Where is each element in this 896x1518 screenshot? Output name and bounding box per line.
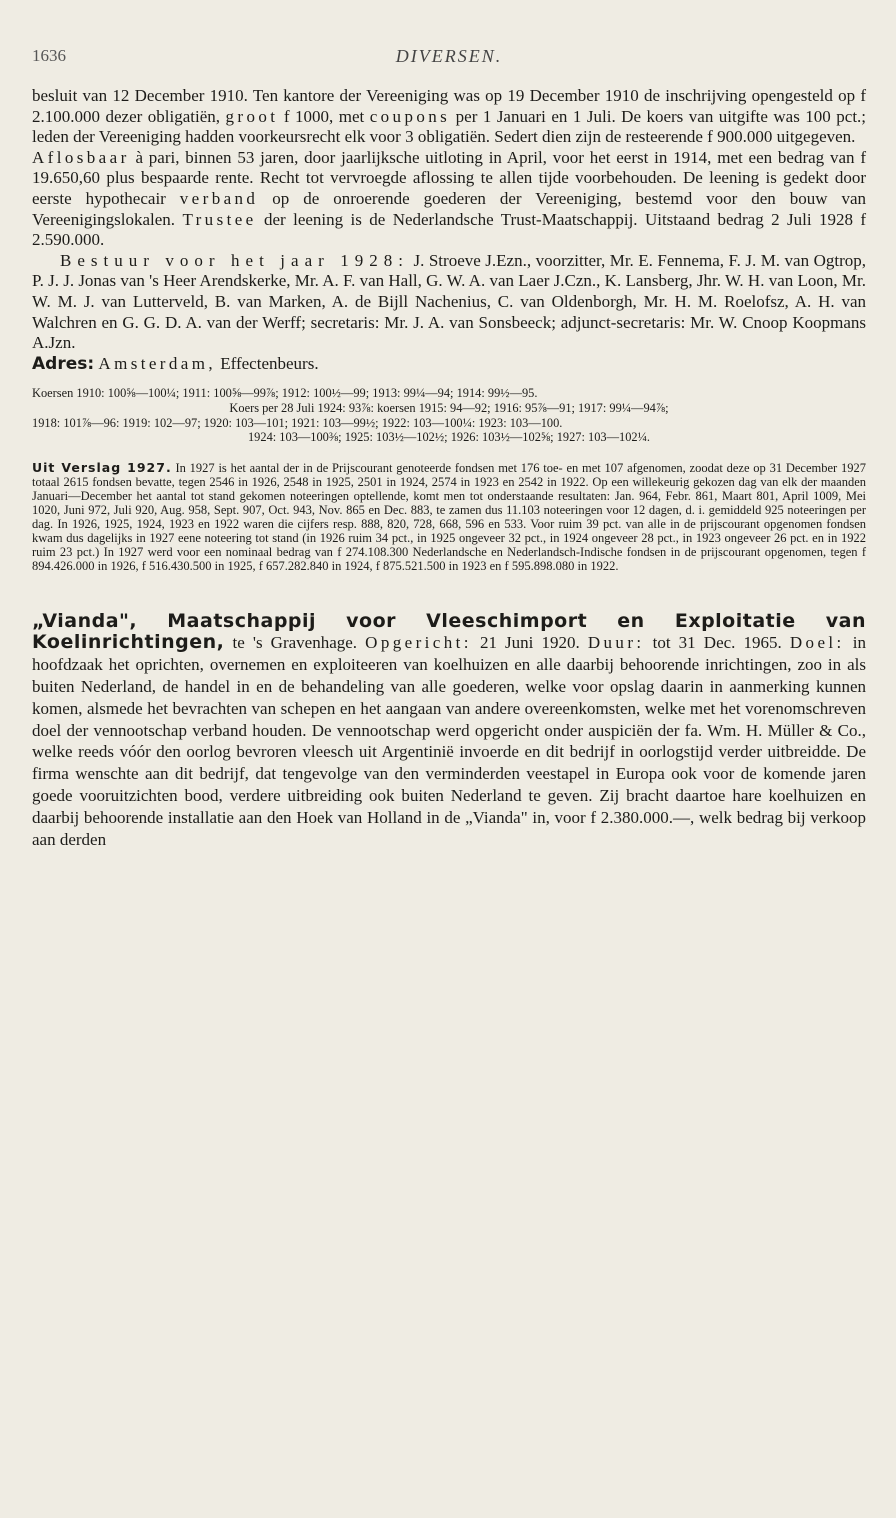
term-amsterdam: Amsterdam, bbox=[98, 353, 216, 373]
entry-location: te 's Gravenhage. bbox=[224, 633, 366, 653]
entry-title: „Vianda", Maatschappij voor Vleeschimport en Exploitatie van Koelinrichtingen, bbox=[32, 609, 866, 654]
label-opgericht: Opgericht: bbox=[365, 633, 472, 653]
koersen-line: 1924: 103—100⅜; 1925: 103½—102½; 1926: 103½—102⅝; 1927: 103—102¼. bbox=[247, 430, 650, 445]
running-title: DIVERSEN. bbox=[395, 46, 503, 66]
paragraph-adres: Adres: Amsterdam, Effectenbeurs. bbox=[32, 353, 319, 374]
paragraph-bestuur: Bestuur voor het jaar 1928: J. Stroeve J.Ezn., voorzitter, Mr. E. Fennema, F. J. M. van Ogtrop, P. J. J. Jonas van 's Heer Arendskerke, Mr. A. F. van Hall, G. W. A. van Laer J.Czn., K. Lansberg, Jhr. W. H. van Loon, Mr. W. M. J. van Lutterveld, B. van Marken, A. de Bijll Nachenius, C. van Oldenborgh, Mr. H. M. Roelofsz, A. H. van Walchren en G. G. D. A. van der Werff; secretaris: Mr. J. A. van Sonsbeeck; adjunct-secretaris: Mr. W. Cnoop Koopmans A.Jzn. bbox=[32, 250, 867, 353]
entry-doel-text: in hoofdzaak het oprichten, overnemen en exploiteeren van koelhuizen en alle daarbij behoorende inrichtingen, zoo in als buiten Nederland, de handel in en de behandeling van alle goederen, welke voor opslag daarin in aanmerking kunnen komen, alsmede het bevrachten van schepen en het aangaan van andere overeenkomsten, welke met het vorenomschreven doel der vennootschap verband houden. De vennootschap werd opgericht onder auspiciën der fa. Wm. H. Müller & Co., welke reeds vóór den oorlog bevroren vleesch uit Argentinië invoerde en dit bedrijf in oorlogstijd verder uitbreidde. De firma wenschte aan dit bedrijf, dat tengevolge van den verminderden veestapel in Europa ook voor de komende jaren goede vooruitzichten bood, verdere uitbreiding ook buiten Nederland te geven. Zij bracht daartoe hare koelhuizen en daarbij behoorende installatie aan den Hoek van Holland in de „Vianda" in, voor f 2.380.000.—, welk bedrag bij verkoop aan derden bbox=[32, 633, 866, 849]
vianda-entry: „Vianda", Maatschappij voor Vleeschimport en Exploitatie van Koelinrichtingen, te 's Gravenhage. Opgericht: 21 Juni 1920. Duur: tot 31 Dec. 1965. Doel: in hoofdzaak het oprichten, overnemen en exploiteeren van koelhuizen en alle daarbij behoorende inrichtingen, zoo in als buiten Nederland, de handel in en de behandeling van alle goederen, welke voor opslag daarin in aanmerking kunnen komen, alsmede het bevrachten van schepen en het aangaan van andere overeenkomsten, welke met het vorenomschreven doel der vennootschap verband houden. De vennootschap werd opgericht onder auspiciën der fa. Wm. H. Müller & Co., welke reeds vóór den oorlog bevroren vleesch uit Argentinië invoerde en dit bedrijf in oorlogstijd verder uitbreidde. De firma wenschte aan dit bedrijf, dat tengevolge van den verminderden veestapel in Europa ook voor de komende jaren goede vooruitzichten bood, verdere uitbreiding ook buiten Nederland te geven. Zij bracht daartoe hare koelhuizen en daarbij behoorende installatie aan den Hoek van Holland in de „Vianda" in, voor f 2.380.000.—, welk bedrag bij verkoop aan derden bbox=[32, 609, 866, 849]
verslag-block bbox=[32, 461, 866, 573]
page-header bbox=[32, 46, 866, 86]
label-doel: Doel: bbox=[789, 633, 845, 653]
koersen-line: Koers per 28 Juli 1924: 93⅞: koersen 1915: 94—92; 1916: 95⅞—91; 1917: 99¼—94⅞; bbox=[229, 400, 669, 415]
term-bestuur: Bestuur voor het jaar 1928: bbox=[60, 250, 409, 270]
verslag-text: In 1927 is het aantal der in de Prijscourant genoteerde fondsen met 176 toe- en met 107 afgenomen, zoodat deze op 31 December 1927 totaal 2615 fondsen bevatte, tegen 2546 in 1926, 2548 in 1925, 2501 in 1924, 2574 in 1923 en 2542 in 1922. Op een willekeurig gekozen dag van elk der maanden Januari—December het aantal tot stand gekomen noteeringen optellende, komt men tot onderstaande resultaten: Jan. 964, Febr. 861, Maart 801, April 1009, Mei 1020, Juni 972, Juli 920, Aug. 958, Sept. 907, Oct. 943, Nov. 865 en Dec. 883, te zamen dus 11.103 noteeringen voor 12 dagen, d. i. gemiddeld 925 noteeringen per dag. In 1926, 1925, 1924, 1923 en 1922 waren die cijfers resp. 888, 820, 728, 668, 596 en 533. Voor ruim 39 pct. van alle in de prijscourant opgenomen fondsen kwam dus dagelijks in 1927 eene noteering tot stand (in 1926 ruim 34 pct., in 1925 ongeveer 32 pct., in 1924 ongeveer 28 pct., in 1923 ongeveer 26 pct. en in 1922 ruim 23 pct.) In 1927 werd voor een nominaal bedrag van f 274.108.300 Nederlandsche en Nederlandsch-Indische fondsen in de prijscourant opgenomen, tegen f 894.426.000 in 1926, f 516.430.500 in 1925, f 657.282.840 in 1924, f 875.521.500 in 1923 en f 595.898.080 in 1922. bbox=[32, 460, 866, 573]
label-adres: Adres: bbox=[32, 353, 95, 374]
term-aflosbaar: Aflosbaar bbox=[32, 147, 130, 167]
koersen-line: Koersen 1910: 100⅝—100¼; 1911: 100⅝—99⅞; 1912: 100½—99; 1913: 99¼—94; 1914: 99½—95. bbox=[32, 386, 538, 401]
leening-section bbox=[32, 86, 866, 374]
paragraph-obligaties: besluit van 12 December 1910. Ten kantore der Vereeniging was op 19 December 1910 de inschrijving opengesteld op f 2.100.000 dezer obligatiën, groot f 1000, met coupons per 1 Januari en 1 Juli. De koers van uitgifte was 100 pct.; leden der Vereeniging hadden voorkeursrecht elk voor 3 obligatiën. Sedert dien zijn de resteerende f 900.000 uitgegeven. bbox=[32, 86, 867, 147]
label-duur: Duur: bbox=[587, 633, 645, 653]
verslag-heading: Uit Verslag 1927. bbox=[32, 459, 172, 475]
paragraph-aflossing: Aflosbaar à pari, binnen 53 jaren, door jaarlijksche uitloting in April, voor het eerst in 1914, met een bedrag van f 19.650,60 plus bespaarde rente. Recht tot vervroegde aflossing te allen tijde voorbehouden. De leening is gedekt door eerste hypothecair verband op de onroerende goederen der Vereeniging, bestemd voor den bouw van Vereenigingslokalen. Trustee der leening is de Nederlandsche Trust-Maatschappij. Uitstaand bedrag 2 Juli 1928 f 2.590.000. bbox=[32, 147, 867, 250]
term-trustee: Trustee bbox=[182, 209, 257, 229]
term-groot: groot bbox=[225, 106, 279, 126]
term-coupons: coupons bbox=[369, 106, 451, 126]
koersen-line: 1918: 101⅞—96: 1919: 102—97; 1920: 103—101; 1921: 103—99½; 1922: 103—100¼: 1923: 103—100. bbox=[32, 415, 563, 430]
term-verband: verband bbox=[179, 188, 259, 208]
koersen-block bbox=[32, 386, 866, 444]
page-number: 1636 bbox=[32, 46, 66, 65]
